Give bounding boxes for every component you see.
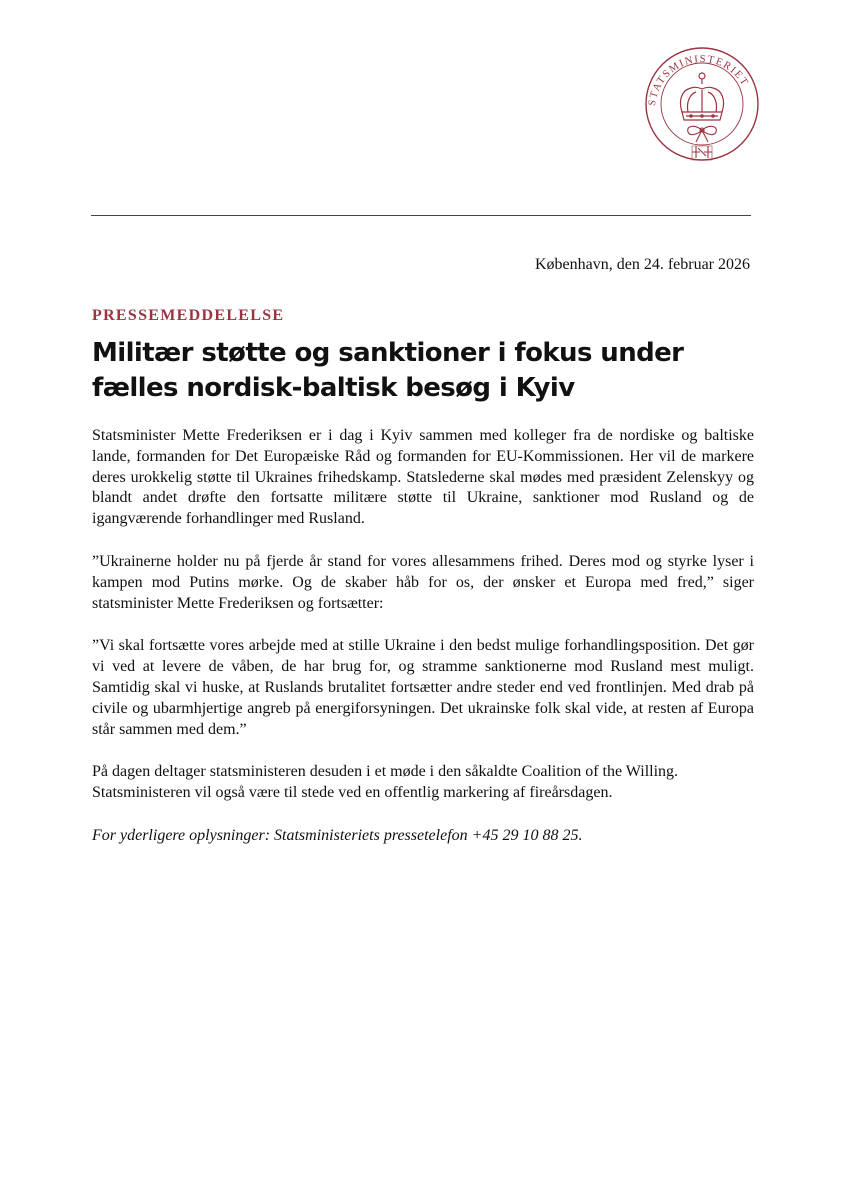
- contact-info: For yderligere oplysninger: Statsministeriets pressetelefon +45 29 10 88 25.: [92, 826, 583, 844]
- statsministeriet-seal-logo: [636, 34, 768, 184]
- page-title: Militær støtte og sanktioner i fokus under fælles nordisk-baltisk besøg i Kyiv: [92, 338, 684, 403]
- release-body: [92, 426, 754, 869]
- body-paragraph: Statsminister Mette Frederiksen er i dag i Kyiv sammen med kolleger fra de nordiske og baltiske lande, formanden for Det Europæiske Råd og formanden for EU-Kommissionen. Her vil de markere deres urokkelig støtte til Ukraines frihedskamp. Statslederne skal mødes med præsident Zelenskyy og blandt andet drøfte den fortsatte militære støtte til Ukraine, sanktioner mod Rusland og de igangværende forhandlinger med Rusland.: [92, 427, 754, 528]
- svg-text:STATSMINISTERIET: STATSMINISTERIET: [647, 53, 751, 107]
- dateline: København, den 24. februar 2026: [534, 256, 750, 273]
- quote-intro-paragraph: ”Ukrainerne holder nu på fjerde år stand for vores allesammens frihed. Deres mod og styrke lyser i kampen mod Putins mørke. Og de skaber håb for os, der ønsker et Europa med fred,” siger statsminister Mette Frederiksen og fortsætter:: [92, 552, 754, 612]
- header-divider: [91, 215, 751, 216]
- crown-icon: [680, 73, 723, 120]
- quote-paragraph: ”Vi skal fortsætte vores arbejde med at stille Ukraine i den bedst mulige forhandlingsposition. Det gør vi ved at levere de våben, de har brug for, og stramme sanktionerne mod Rusland mest muligt. Samtidig skal vi huske, at Ruslands brutalitet fortsætter andre steder end ved frontlinjen. Med drab på civile og ubarmhjertige angreb på energiforsyningen. Det ukrainske folk skal vide, at resten af Europa står sammen med dem.”: [92, 637, 754, 738]
- release-kicker: PRESSEMEDDELELSE: [92, 307, 285, 324]
- body-paragraph-closing: På dagen deltager statsministeren desuden i et møde i den såkaldte Coalition of the Willing. Statsministeren vil også være til stede ved en offentlig markering af fireårsdagen.: [92, 763, 679, 802]
